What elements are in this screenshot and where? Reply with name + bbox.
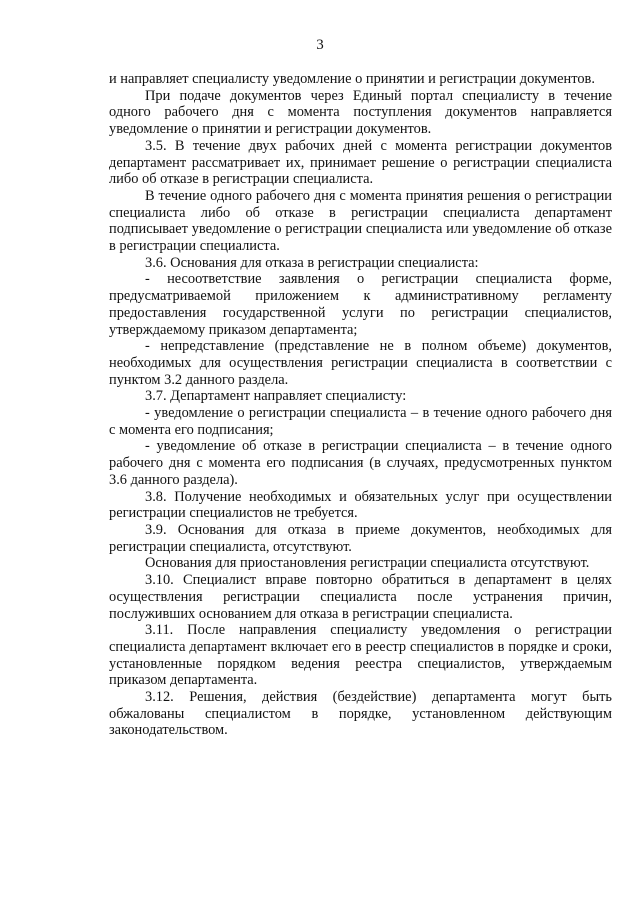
page-number: 3: [316, 37, 324, 53]
paragraph-3-6-item-2: - непредставление (представление не в полном объеме) документов, необходимых для осуществления регистрации специалиста в соответствии с пунктом 3.2 данного раздела.: [109, 338, 612, 388]
paragraph-portal-notification: При подаче документов через Единый портал специалисту в течение одного рабочего дня с момента поступления документов направляется уведомление о принятии и регистрации документов.: [109, 87, 612, 138]
paragraph-3-5-signing: В течение одного рабочего дня с момента принятия решения о регистрации специалиста либо об отказе в регистрации специалиста департамент подписывает уведомление о регистрации специалиста или уведомление об отказе в регистрации специалиста.: [109, 187, 612, 255]
paragraph-3-11: 3.11. После направления специалисту уведомления о регистрации специалиста департамент включает его в реестр специалистов в порядке и сроки, установленные порядком ведения реестра специалистов, утверждаемым приказом департамента.: [109, 622, 612, 689]
paragraph-3-10: 3.10. Специалист вправе повторно обратиться в департамент в целях осуществления регистрации специалиста после устранения причин, послуживших основанием для отказа в регистрации специалиста.: [109, 572, 612, 622]
document-body: [109, 71, 612, 739]
paragraph-3-7-item-1: - уведомление о регистрации специалиста – в течение одного рабочего дня с момента его подписания;: [109, 405, 612, 438]
paragraph-3-7: 3.7. Департамент направляет специалисту:: [145, 388, 407, 405]
paragraph-3-5: 3.5. В течение двух рабочих дней с момента регистрации документов департамент рассматривает их, принимает решение о регистрации специалиста либо об отказе в регистрации специалиста.: [109, 137, 612, 188]
paragraph-continuation: и направляет специалисту уведомление о принятии и регистрации документов.: [109, 71, 595, 87]
paragraph-3-7-item-2: - уведомление об отказе в регистрации специалиста – в течение одного рабочего дня с момента его подписания (в случаях, предусмотренных пунктом 3.6 данного раздела).: [109, 438, 612, 488]
paragraph-3-6-item-1: - несоответствие заявления о регистрации специалиста форме, предусматриваемой приложением к административному регламенту предоставления государственной услуги по регистрации специалистов, утверждаемому приказом департамента;: [109, 271, 612, 338]
paragraph-3-9: 3.9. Основания для отказа в приеме документов, необходимых для регистрации специалиста, отсутствуют.: [109, 521, 612, 555]
paragraph-3-12: 3.12. Решения, действия (бездействие) департамента могут быть обжалованы специалистом в порядке, установленном действующим законодательством.: [109, 689, 612, 739]
paragraph-3-8: 3.8. Получение необходимых и обязательных услуг при осуществлении регистрации специалистов не требуется.: [109, 488, 612, 522]
paragraph-3-9-suspension: Основания для приостановления регистрации специалиста отсутствуют.: [145, 555, 590, 572]
paragraph-3-6: 3.6. Основания для отказа в регистрации специалиста:: [145, 254, 479, 271]
